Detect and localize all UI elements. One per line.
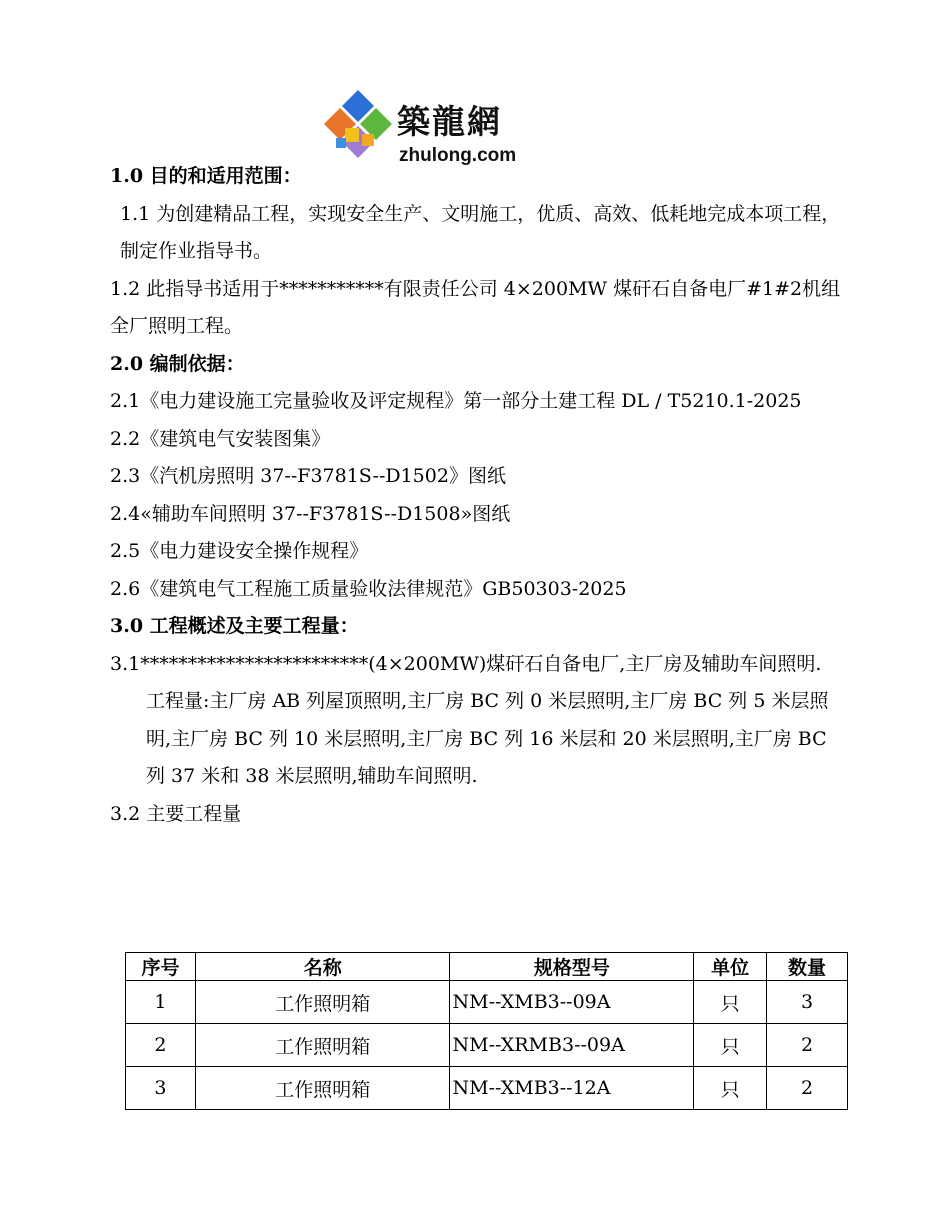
header-quantity: 数量 [767,953,848,981]
logo-english-text: zhulong.com [399,145,517,166]
cell-index: 3 [126,1067,196,1110]
cell-name: 工作照明箱 [195,981,450,1024]
logo-chinese-text: 築龍網 [397,102,502,141]
cell-index: 2 [126,1024,196,1067]
quantity-table [125,952,848,1110]
table-header-row [126,953,848,981]
table-row [126,981,848,1024]
clause-2-5: 2.5《电力建设安全操作规程》 [110,540,369,562]
clause-2-3: 2.3《汽机房照明 37--F3781S--D1502》图纸 [110,465,506,487]
cell-spec: NM--XMB3--09A [450,981,694,1024]
clause-2-1: 2.1《电力建设施工完量验收及评定规程》第一部分土建工程 DL / T5210.1-2025 [110,390,802,412]
clause-2-6: 2.6《建筑电气工程施工质量验收法律规范》GB50303-2025 [110,577,627,600]
header-index: 序号 [126,953,196,981]
clause-2-2: 2.2《建筑电气安装图集》 [110,427,331,450]
workload-paragraph: 工程量:主厂房 AB 列屋顶照明,主厂房 BC 列 0 米层照明,主厂房 BC 列 5 米层照明,主厂房 BC 列 10 米层照明,主厂房 BC 列 16 米层和 20 米层照明,主厂房 BC 列 37 米和 38 米层照明,辅助车间照明. [146,690,829,787]
cell-name: 工作照明箱 [195,1024,450,1067]
cell-unit: 只 [694,1024,767,1067]
cell-unit: 只 [694,1067,767,1110]
clause-3-2: 3.2 主要工程量 [110,802,242,825]
header-spec: 规格型号 [450,953,694,981]
section-heading-1: 1.0 目的和适用范围： [110,165,302,187]
section-heading-3: 3.0 工程概述及主要工程量： [110,615,359,637]
cell-index: 1 [126,981,196,1024]
cell-spec: NM--XRMB3--09A [450,1024,694,1067]
header-name: 名称 [195,953,450,981]
cell-quantity: 3 [767,981,848,1024]
clause-3-1: 3.1************************(4×200MW)煤矸石自备电厂,主厂房及辅助车间照明. [110,652,822,675]
cell-spec: NM--XMB3--12A [450,1067,694,1110]
document-body [110,158,850,833]
cell-unit: 只 [694,981,767,1024]
clause-1-1: 1.1 为创建精品工程，实现安全生产、文明施工，优质、高效、低耗地完成本项工程，制定作业指导书。 [120,202,841,262]
table-row [126,1067,848,1110]
header-unit: 单位 [694,953,767,981]
section-heading-2: 2.0 编制依据： [110,352,245,375]
table-row [126,1024,848,1067]
clause-1-2: 1.2 此指导书适用于***********有限责任公司 4×200MW 煤矸石自备电厂#1#2机组全厂照明工程。 [110,277,841,337]
cell-quantity: 2 [767,1067,848,1110]
logo-diamond-icon [318,88,398,168]
clause-2-4: 2.4«辅助车间照明 37--F3781S--D1508»图纸 [110,502,511,525]
cell-quantity: 2 [767,1024,848,1067]
cell-name: 工作照明箱 [195,1067,450,1110]
